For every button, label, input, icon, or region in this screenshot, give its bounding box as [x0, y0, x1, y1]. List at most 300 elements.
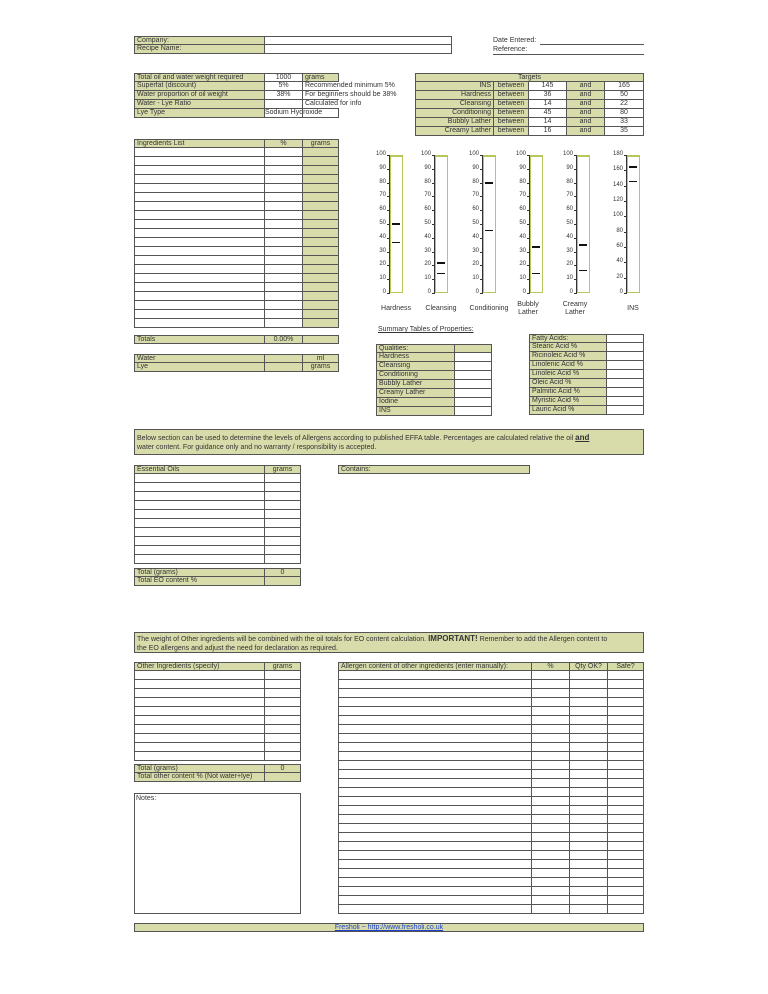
gauge-tick-label: 40: [566, 233, 573, 240]
gauge-tick-label: 70: [472, 192, 479, 199]
allergen-qty-cell: [569, 752, 607, 760]
other-grams-input[interactable]: [264, 752, 300, 760]
target-high[interactable]: 80: [604, 109, 643, 117]
settings-value[interactable]: 5%: [264, 82, 302, 90]
allergen-name-input[interactable]: [339, 716, 531, 724]
other-name-input[interactable]: [135, 698, 264, 706]
other-name-input[interactable]: [135, 707, 264, 715]
other-name-input[interactable]: [135, 680, 264, 688]
allergen-name-input[interactable]: [339, 869, 531, 877]
other-grams-input[interactable]: [264, 689, 300, 697]
ingredient-pct-input[interactable]: [264, 247, 302, 255]
quality-label: Cleansing: [377, 362, 454, 370]
ingredient-pct-input[interactable]: [264, 265, 302, 273]
gauge-low-marker: [392, 242, 400, 243]
other-grams-input[interactable]: [264, 707, 300, 715]
allergen-name-input[interactable]: [339, 761, 531, 769]
ingredient-name-input[interactable]: [135, 283, 264, 291]
target-between: between: [493, 100, 528, 108]
allergen-pct-input[interactable]: [531, 851, 569, 859]
ingredient-name-input[interactable]: [135, 265, 264, 273]
gauge-tube: [577, 155, 590, 293]
ingredient-pct-input[interactable]: [264, 157, 302, 165]
fatty-row: [529, 343, 644, 352]
target-high[interactable]: 33: [604, 118, 643, 126]
allergen-qty-cell: [569, 734, 607, 742]
ingredient-pct-input[interactable]: [264, 256, 302, 264]
target-high[interactable]: 165: [604, 82, 643, 90]
eo-grams-input[interactable]: [264, 483, 300, 491]
allergen-row: [338, 887, 644, 896]
gauge-low-marker: [485, 230, 493, 231]
gauge-low-marker: [437, 273, 445, 274]
gauge-tick-label: 80: [566, 178, 573, 185]
other-name-input[interactable]: [135, 734, 264, 742]
gauge-tick-label: 60: [472, 206, 479, 213]
gauge-tick-label: 20: [616, 273, 623, 280]
ingredient-pct-input[interactable]: [264, 193, 302, 201]
ingredient-name-input[interactable]: [135, 274, 264, 282]
target-row: [415, 109, 644, 118]
eo-content-row: [134, 577, 301, 586]
ingredient-pct-input[interactable]: [264, 202, 302, 210]
allergen-name-input[interactable]: [339, 698, 531, 706]
allergen-name-input[interactable]: [339, 887, 531, 895]
allergen-safe-cell: [607, 671, 643, 679]
quality-label: INS: [377, 407, 454, 415]
allergen-qty-cell: [569, 833, 607, 841]
gauge-tick-label: 70: [566, 192, 573, 199]
ingredient-pct-input[interactable]: [264, 148, 302, 156]
allergen-pct-input[interactable]: [531, 761, 569, 769]
target-row: [415, 91, 644, 100]
other-row: [134, 707, 301, 716]
allergen-name-input[interactable]: [339, 680, 531, 688]
allergen-pct-input[interactable]: [531, 725, 569, 733]
allergen-safe-cell: [607, 851, 643, 859]
allergen-pct-input[interactable]: [531, 842, 569, 850]
fatty-row: [529, 406, 644, 415]
allergen-name-input[interactable]: [339, 707, 531, 715]
allergen-safe-cell: [607, 860, 643, 868]
gauge-tick-label: 70: [424, 192, 431, 199]
ingredient-name-input[interactable]: [135, 229, 264, 237]
ingredient-pct-input[interactable]: [264, 166, 302, 174]
target-low[interactable]: 16: [528, 127, 566, 135]
other-grams-input[interactable]: [264, 671, 300, 679]
ingredient-row: [134, 265, 339, 274]
allergen-pct-input[interactable]: [531, 752, 569, 760]
settings-label: Superfat (discount): [135, 82, 264, 90]
other-grams-input[interactable]: [264, 698, 300, 706]
other-grams-input[interactable]: [264, 716, 300, 724]
allergen-pct-input[interactable]: [531, 806, 569, 814]
allergen-pct-input[interactable]: [531, 860, 569, 868]
target-name: Creamy Lather: [416, 127, 493, 135]
allergen-pct-input[interactable]: [531, 734, 569, 742]
notes-label: Notes:: [136, 795, 157, 802]
other-grams-input[interactable]: [264, 725, 300, 733]
target-high[interactable]: 50: [604, 91, 643, 99]
eo-name-input[interactable]: [135, 519, 264, 527]
allergen-name-input[interactable]: [339, 779, 531, 787]
fatty-header-value: [606, 335, 643, 342]
allergen-note-emph: and: [575, 433, 590, 442]
gauge-tick-label: 90: [566, 164, 573, 171]
allergen-safe-cell: [607, 824, 643, 832]
lye-label: Lye: [135, 363, 264, 371]
ingredients-header-label: Ingredients List: [135, 140, 264, 147]
allergen-name-input[interactable]: [339, 671, 531, 679]
eo-grams-input[interactable]: [264, 474, 300, 482]
allergen-name-input[interactable]: [339, 905, 531, 913]
pct-header: %: [264, 140, 302, 147]
allergen-name-input[interactable]: [339, 824, 531, 832]
eo-grams-input[interactable]: [264, 501, 300, 509]
eo-row: [134, 510, 301, 519]
other-row: [134, 680, 301, 689]
eo-grams-input[interactable]: [264, 492, 300, 500]
allergen-name-input[interactable]: [339, 788, 531, 796]
recipe-input[interactable]: [264, 45, 451, 53]
gauge-tick-mark: [527, 293, 530, 294]
eo-total-value: 0: [264, 569, 300, 576]
gauge-tick-label: 70: [379, 192, 386, 199]
allergen-name-input[interactable]: [339, 842, 531, 850]
ingredient-grams: [302, 211, 338, 219]
target-and: and: [566, 109, 604, 117]
allergen-name-input[interactable]: [339, 878, 531, 886]
gauge-tick-label: 0: [382, 289, 386, 295]
gauge-high-marker: [579, 244, 587, 246]
other-note-box: [134, 632, 644, 653]
allergen-safe-cell: [607, 779, 643, 787]
ingredient-row: [134, 310, 339, 319]
other-header-label: Other Ingredients (specify): [135, 663, 264, 670]
allergen-safe-cell: [607, 833, 643, 841]
fatty-label: Ricinoleic Acid %: [530, 352, 606, 360]
allergen-name-input[interactable]: [339, 725, 531, 733]
ingredient-grams: [302, 175, 338, 183]
target-name: Cleansing: [416, 100, 493, 108]
ingredient-name-input[interactable]: [135, 175, 264, 183]
other-name-input[interactable]: [135, 671, 264, 679]
allergen-pct-header: %: [531, 663, 569, 670]
gauge-tick-label: 10: [424, 275, 431, 282]
ingredient-name-input[interactable]: [135, 202, 264, 210]
ingredient-name-input[interactable]: [135, 301, 264, 309]
ingredient-name-input[interactable]: [135, 166, 264, 174]
other-grams-header: grams: [264, 663, 300, 670]
ingredient-row: [134, 157, 339, 166]
other-name-input[interactable]: [135, 716, 264, 724]
totals-label: Totals: [135, 336, 264, 343]
allergen-safe-cell: [607, 878, 643, 886]
allergen-safe-cell: [607, 689, 643, 697]
gauge-tick-label: 10: [519, 275, 526, 282]
target-and: and: [566, 100, 604, 108]
eo-name-input[interactable]: [135, 474, 264, 482]
target-high[interactable]: 35: [604, 127, 643, 135]
allergen-pct-input[interactable]: [531, 869, 569, 877]
fatty-label: Lauric Acid %: [530, 406, 606, 414]
ingredient-name-input[interactable]: [135, 247, 264, 255]
eo-name-input[interactable]: [135, 528, 264, 536]
allergen-pct-input[interactable]: [531, 779, 569, 787]
fatty-row: [529, 352, 644, 361]
allergen-pct-input[interactable]: [531, 833, 569, 841]
allergen-pct-input[interactable]: [531, 671, 569, 679]
ingredient-pct-input[interactable]: [264, 229, 302, 237]
gauge-tick-label: 30: [472, 247, 479, 254]
gauge-tick-mark: [387, 293, 390, 294]
ingredient-grams: [302, 292, 338, 300]
allergen-name-input[interactable]: [339, 797, 531, 805]
ingredient-name-input[interactable]: [135, 256, 264, 264]
ingredient-row: [134, 283, 339, 292]
gauge-tick-label: 100: [562, 151, 573, 157]
date-input[interactable]: [540, 44, 644, 45]
eo-name-input[interactable]: [135, 510, 264, 518]
allergen-pct-input[interactable]: [531, 770, 569, 778]
allergen-pct-input[interactable]: [531, 824, 569, 832]
allergen-row: [338, 905, 644, 914]
fatty-row: [529, 388, 644, 397]
allergen-name-input[interactable]: [339, 860, 531, 868]
ingredients-header: [134, 139, 339, 148]
eo-grams-input[interactable]: [264, 519, 300, 527]
allergen-note-text: Below section can be used to determine the levels of Allergens according to published EFFA table. Percentages are calculated relative the oil: [137, 435, 574, 442]
allergen-name-input[interactable]: [339, 689, 531, 697]
allergen-name-input[interactable]: [339, 734, 531, 742]
eo-name-input[interactable]: [135, 537, 264, 545]
ingredient-name-input[interactable]: [135, 238, 264, 246]
ingredient-name-input[interactable]: [135, 292, 264, 300]
other-row: [134, 725, 301, 734]
qualities-header: [376, 344, 492, 353]
allergen-pct-input[interactable]: [531, 896, 569, 904]
settings-unit: Calculated for info: [302, 100, 432, 108]
ingredient-row: [134, 184, 339, 193]
ingredient-grams: [302, 157, 338, 165]
allergen-pct-input[interactable]: [531, 815, 569, 823]
settings-label: Water proportion of oil weight: [135, 91, 264, 99]
other-name-input[interactable]: [135, 725, 264, 733]
eo-grams-input[interactable]: [264, 528, 300, 536]
gauge-tick-label: 20: [424, 261, 431, 268]
allergen-name-input[interactable]: [339, 806, 531, 814]
target-low[interactable]: 14: [528, 118, 566, 126]
ingredient-name-input[interactable]: [135, 310, 264, 318]
fatty-row: [529, 397, 644, 406]
allergen-safe-cell: [607, 815, 643, 823]
allergen-name-input[interactable]: [339, 896, 531, 904]
allergen-qty-cell: [569, 761, 607, 769]
ingredient-row: [134, 256, 339, 265]
eo-name-input[interactable]: [135, 546, 264, 554]
allergen-row: [338, 761, 644, 770]
target-low[interactable]: 36: [528, 91, 566, 99]
allergen-pct-input[interactable]: [531, 887, 569, 895]
other-name-input[interactable]: [135, 752, 264, 760]
contains-row: [338, 465, 530, 474]
footer-link[interactable]: Fresholi ~ http://www.fresholi.co.uk: [334, 924, 444, 931]
ingredient-pct-input[interactable]: [264, 274, 302, 282]
ingredient-name-input[interactable]: [135, 220, 264, 228]
gauge-tick-label: 20: [519, 261, 526, 268]
other-grams-input[interactable]: [264, 743, 300, 751]
allergen-pct-input[interactable]: [531, 797, 569, 805]
targets-title: Targets: [518, 74, 541, 81]
settings-value[interactable]: Sodium Hydroxide: [265, 109, 323, 116]
allergen-row: [338, 725, 644, 734]
allergen-header-label: Allergen content of other ingredients (enter manually):: [339, 663, 531, 670]
water-row: [134, 354, 339, 363]
target-high[interactable]: 22: [604, 100, 643, 108]
gauge-tick-label: 10: [379, 275, 386, 282]
eo-row: [134, 519, 301, 528]
ingredient-pct-input[interactable]: [264, 301, 302, 309]
allergen-name-input[interactable]: [339, 815, 531, 823]
allergen-pct-input[interactable]: [531, 707, 569, 715]
ingredient-row: [134, 238, 339, 247]
allergen-pct-input[interactable]: [531, 878, 569, 886]
ingredient-name-input[interactable]: [135, 184, 264, 192]
allergen-pct-input[interactable]: [531, 698, 569, 706]
ingredient-name-input[interactable]: [135, 157, 264, 165]
notes-box[interactable]: [134, 793, 301, 914]
gauge-label: Bubbly Lather: [517, 301, 539, 316]
totals-pct: 0.00%: [264, 336, 302, 343]
allergen-name-input[interactable]: [339, 833, 531, 841]
target-between: between: [493, 82, 528, 90]
target-and: and: [566, 82, 604, 90]
gauge-tick-mark: [624, 293, 627, 294]
gauge-tick-label: 80: [472, 178, 479, 185]
ingredient-row: [134, 175, 339, 184]
allergen-safe-cell: [607, 896, 643, 904]
totals-grams: [302, 336, 338, 343]
company-input[interactable]: [264, 37, 451, 44]
ingredient-name-input[interactable]: [135, 148, 264, 156]
settings-value[interactable]: 38%: [264, 91, 302, 99]
ingredient-pct-input[interactable]: [264, 175, 302, 183]
allergen-pct-input[interactable]: [531, 680, 569, 688]
allergen-safe-cell: [607, 716, 643, 724]
ingredient-pct-input[interactable]: [264, 184, 302, 192]
gauge-tick-label: 10: [472, 275, 479, 282]
ingredient-pct-input[interactable]: [264, 310, 302, 318]
allergen-row: [338, 824, 644, 833]
gauge-tick-label: 40: [424, 233, 431, 240]
allergen-pct-input[interactable]: [531, 743, 569, 751]
allergen-qty-cell: [569, 689, 607, 697]
eo-row: [134, 474, 301, 483]
target-low[interactable]: 45: [528, 109, 566, 117]
gauge-tick-label: 60: [616, 243, 623, 249]
gauge-tube: [483, 155, 496, 293]
target-low[interactable]: 14: [528, 100, 566, 108]
target-low[interactable]: 145: [528, 82, 566, 90]
allergen-safe-cell: [607, 743, 643, 751]
allergen-qty-cell: [569, 905, 607, 913]
ingredient-name-input[interactable]: [135, 211, 264, 219]
ingredient-row: [134, 193, 339, 202]
other-grams-input[interactable]: [264, 680, 300, 688]
allergen-pct-input[interactable]: [531, 716, 569, 724]
settings-row: [134, 91, 397, 100]
gauge-high-marker: [437, 262, 445, 264]
gauge-tick-label: 30: [566, 247, 573, 254]
eo-grams-input[interactable]: [264, 555, 300, 563]
allergen-name-input[interactable]: [339, 770, 531, 778]
allergen-note-text2: water content. For guidance only and no warranty / responsibility is accepted.: [137, 444, 377, 451]
ingredient-grams: [302, 229, 338, 237]
allergen-pct-input[interactable]: [531, 905, 569, 913]
allergen-name-input[interactable]: [339, 752, 531, 760]
gauge-tube: [627, 155, 640, 293]
ingredient-pct-input[interactable]: [264, 220, 302, 228]
settings-value[interactable]: 1000: [264, 74, 302, 81]
ingredient-name-input[interactable]: [135, 193, 264, 201]
ingredient-name-input[interactable]: [135, 319, 264, 327]
allergen-note-box: [134, 429, 644, 455]
fatty-row: [529, 370, 644, 379]
eo-content-value: [264, 577, 300, 585]
ingredient-pct-input[interactable]: [264, 211, 302, 219]
gauge-tick-label: 80: [616, 227, 623, 234]
other-name-input[interactable]: [135, 743, 264, 751]
allergen-row: [338, 770, 644, 779]
ingredient-pct-input[interactable]: [264, 319, 302, 327]
ingredient-grams: [302, 193, 338, 201]
lye-row: [134, 363, 339, 372]
allergen-name-input[interactable]: [339, 851, 531, 859]
allergen-name-input[interactable]: [339, 743, 531, 751]
eo-row: [134, 546, 301, 555]
eo-grams-input[interactable]: [264, 537, 300, 545]
ingredient-pct-input[interactable]: [264, 238, 302, 246]
eo-grams-input[interactable]: [264, 546, 300, 554]
other-grams-input[interactable]: [264, 734, 300, 742]
gauge-tick-label: 60: [379, 206, 386, 213]
allergen-safe-cell: [607, 797, 643, 805]
ingredient-pct-input[interactable]: [264, 292, 302, 300]
eo-name-input[interactable]: [135, 555, 264, 563]
ingredient-pct-input[interactable]: [264, 283, 302, 291]
eo-name-input[interactable]: [135, 483, 264, 491]
settings-value[interactable]: [264, 100, 302, 108]
allergen-safe-cell: [607, 806, 643, 814]
reference-input[interactable]: [493, 54, 644, 55]
eo-grams-input[interactable]: [264, 510, 300, 518]
allergen-pct-input[interactable]: [531, 689, 569, 697]
ingredient-grams: [302, 184, 338, 192]
quality-label: Conditioning: [377, 371, 454, 379]
other-name-input[interactable]: [135, 689, 264, 697]
eo-name-input[interactable]: [135, 492, 264, 500]
allergen-pct-input[interactable]: [531, 788, 569, 796]
settings-row: [134, 100, 362, 109]
eo-row: [134, 483, 301, 492]
other-total-label: Total (grams): [135, 765, 264, 772]
ingredient-row: [134, 274, 339, 283]
allergen-row: [338, 707, 644, 716]
allergen-row: [338, 869, 644, 878]
other-note-text2: Remember to add the Allergen content to: [479, 636, 608, 643]
allergen-qty-cell: [569, 824, 607, 832]
eo-name-input[interactable]: [135, 501, 264, 509]
